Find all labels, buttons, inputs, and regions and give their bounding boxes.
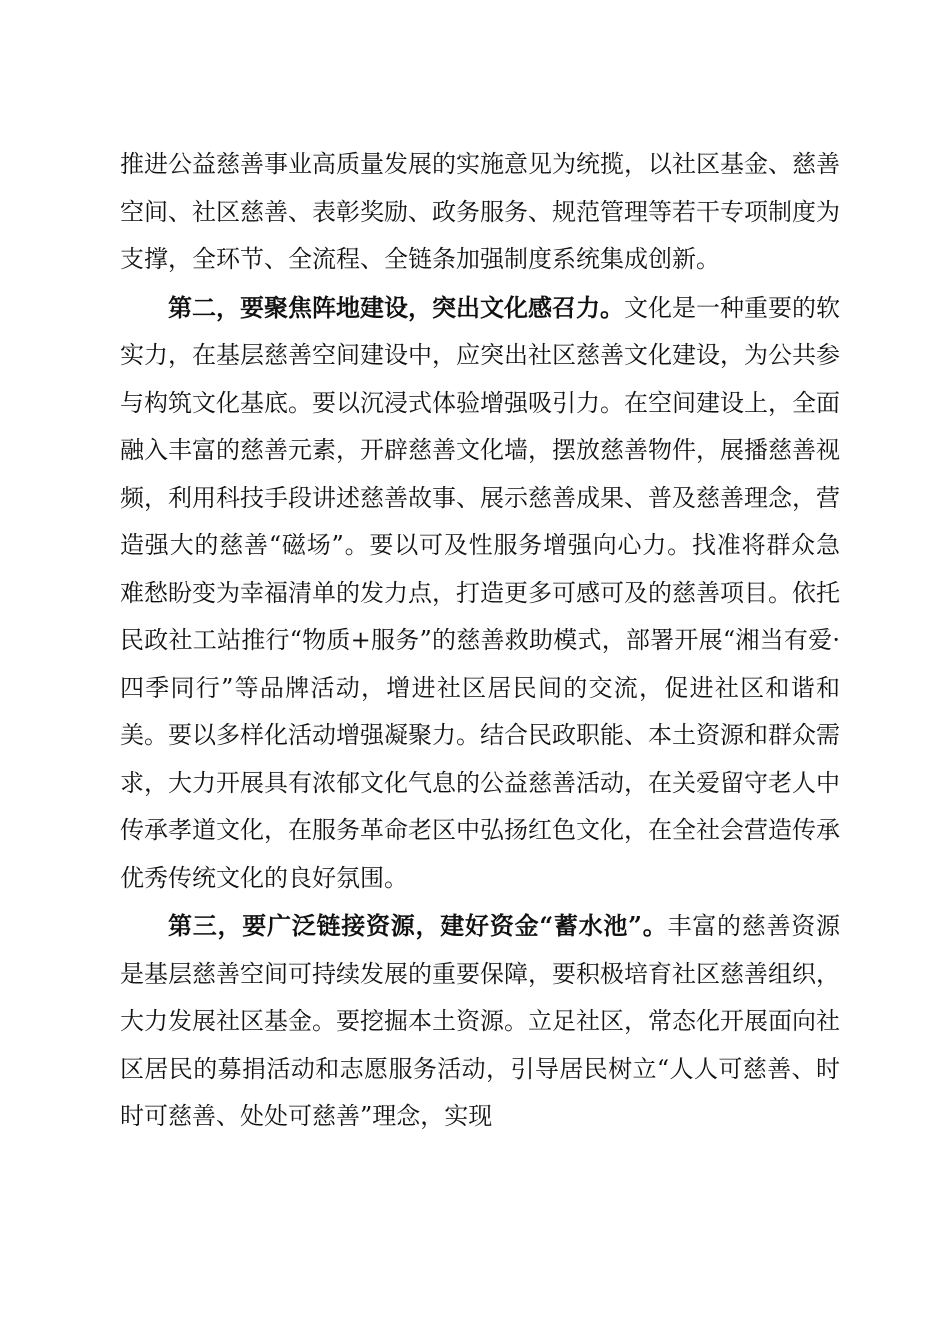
paragraph-1 — [120, 141, 840, 284]
paragraph-3 — [120, 902, 840, 1141]
paragraph-2 — [120, 284, 840, 903]
paragraph-3-text: 丰富的慈善资源是基层慈善空间可持续发展的重要保障，要积极培育社区慈善组织，大力发展社区基金。要挖掘本土资源。立足社区，常态化开展面向社区居民的募捐活动和志愿服务活动，引导居民树立“人人可慈善、时时可慈善、处处可慈善”理念，实现 — [120, 912, 840, 1130]
document-body — [120, 141, 840, 1141]
paragraph-2-lead: 第二，要聚焦阵地建设，突出文化感召力。 — [168, 292, 624, 322]
paragraph-3-lead: 第三，要广泛链接资源，建好资金“蓄水池”。 — [168, 911, 668, 940]
paragraph-1-text: 推进公益慈善事业高质量发展的实施意见为统揽，以社区基金、慈善空间、社区慈善、表彰奖励、政务服务、规范管理等若干专项制度为支撑，全环节、全流程、全链条加强制度系统集成创新。 — [120, 150, 840, 273]
paragraph-2-text: 文化是一种重要的软实力，在基层慈善空间建设中，应突出社区慈善文化建设，为公共参与构筑文化基底。要以沉浸式体验增强吸引力。在空间建设上，全面融入丰富的慈善元素，开辟慈善文化墙，摆放慈善物件，展播慈善视频，利用科技手段讲述慈善故事、展示慈善成果、普及慈善理念，营造强大的慈善“磁场”。要以可及性服务增强向心力。找准将群众急难愁盼变为幸福清单的发力点，打造更多可感可及的慈善项目。依托民政社工站推行“物质+服务”的慈善救助模式，部署开展“湘当有爱·四季同行”等品牌活动，增进社区居民间的交流，促进社区和谐和美。要以多样化活动增强凝聚力。结合民政职能、本土资源和群众需求，大力开展具有浓郁文化气息的公益慈善活动，在关爱留守老人中传承孝道文化，在服务革命老区中弘扬红色文化，在全社会营造传承优秀传统文化的良好氛围。 — [120, 293, 840, 892]
